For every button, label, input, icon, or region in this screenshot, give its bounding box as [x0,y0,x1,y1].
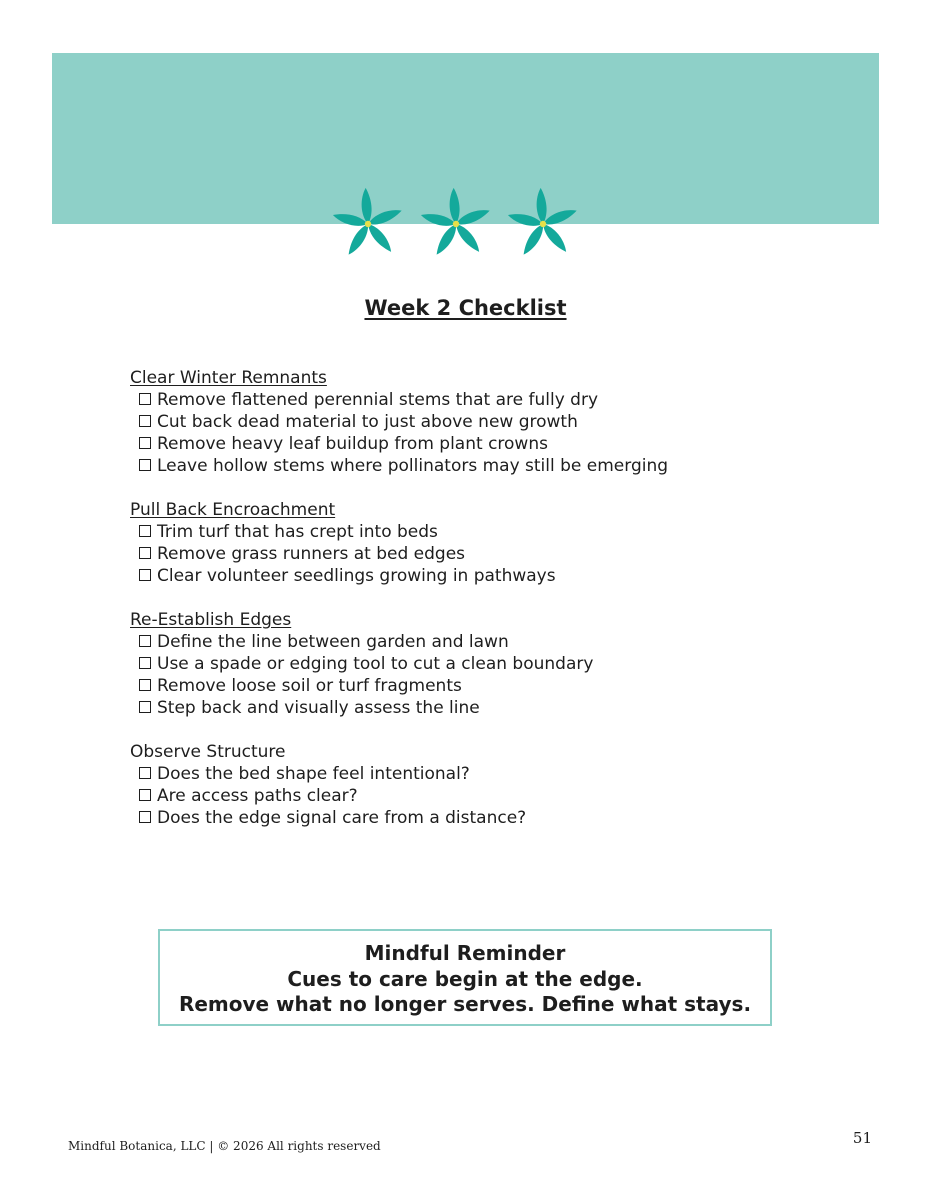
checklist-item[interactable] [130,543,830,565]
checklist-item[interactable] [130,785,830,807]
checklist [130,367,830,851]
section-heading: Clear Winter Remnants [130,368,327,388]
checklist-item-label: Define the line between garden and lawn [157,632,509,652]
checkbox[interactable] [139,525,151,537]
section-heading: Re-Establish Edges [130,610,292,630]
section-clear-winter-remnants [130,367,830,477]
checkbox[interactable] [139,569,151,581]
flower-icon [498,182,588,266]
checklist-item-label: Remove grass runners at bed edges [157,544,466,564]
section-pull-back-encroachment [130,499,830,587]
checklist-item[interactable] [130,763,830,785]
section-heading: Observe Structure [130,742,286,762]
checklist-item-label: Step back and visually assess the line [157,698,480,718]
checkbox[interactable] [139,393,151,405]
checklist-item-label: Cut back dead material to just above new growth [157,412,578,432]
checkbox[interactable] [139,437,151,449]
checklist-item[interactable] [130,433,830,455]
page-title: Week 2 Checklist [364,296,567,320]
checkbox[interactable] [139,415,151,427]
checklist-item[interactable] [130,521,830,543]
footer-copyright: Mindful Botanica, LLC | © 2026 All rights reserved [68,1139,381,1153]
checklist-item[interactable] [130,631,830,653]
checklist-item-label: Clear volunteer seedlings growing in pathways [157,566,556,586]
checkbox[interactable] [139,789,151,801]
checklist-item-label: Remove flattened perennial stems that are fully dry [157,390,599,410]
checklist-item[interactable] [130,697,830,719]
checklist-item-label: Leave hollow stems where pollinators may still be emerging [157,456,669,476]
flower-icon [411,182,501,266]
section-re-establish-edges [130,609,830,719]
checklist-item-label: Remove loose soil or turf fragments [157,676,462,696]
reminder-line: Remove what no longer serves. Define what stays. [178,992,752,1016]
checklist-item[interactable] [130,807,830,829]
page-number: 51 [852,1129,872,1147]
checklist-item-label: Remove heavy leaf buildup from plant crowns [157,434,548,454]
flower-decoration-row [323,182,593,266]
section-observe-structure [130,741,830,829]
checkbox[interactable] [139,657,151,669]
mindful-reminder-box [158,929,772,1026]
checkbox[interactable] [139,811,151,823]
checkbox[interactable] [139,635,151,647]
checklist-item-label: Use a spade or edging tool to cut a clean boundary [157,654,594,674]
section-heading: Pull Back Encroachment [130,500,336,520]
checklist-item[interactable] [130,653,830,675]
checklist-item-label: Does the bed shape feel intentional? [157,764,470,784]
checklist-item-label: Does the edge signal care from a distance? [157,808,527,828]
checkbox[interactable] [139,459,151,471]
checklist-item[interactable] [130,565,830,587]
checkbox[interactable] [139,701,151,713]
checkbox[interactable] [139,547,151,559]
reminder-title: Mindful Reminder [364,941,566,965]
checklist-item[interactable] [130,455,830,477]
checkbox[interactable] [139,767,151,779]
reminder-line: Cues to care begin at the edge. [287,966,643,991]
checklist-item[interactable] [130,389,830,411]
checkbox[interactable] [139,679,151,691]
checklist-item-label: Are access paths clear? [157,786,358,806]
checklist-item[interactable] [130,675,830,697]
checklist-item[interactable] [130,411,830,433]
flower-icon [323,182,413,266]
checklist-item-label: Trim turf that has crept into beds [157,522,438,542]
